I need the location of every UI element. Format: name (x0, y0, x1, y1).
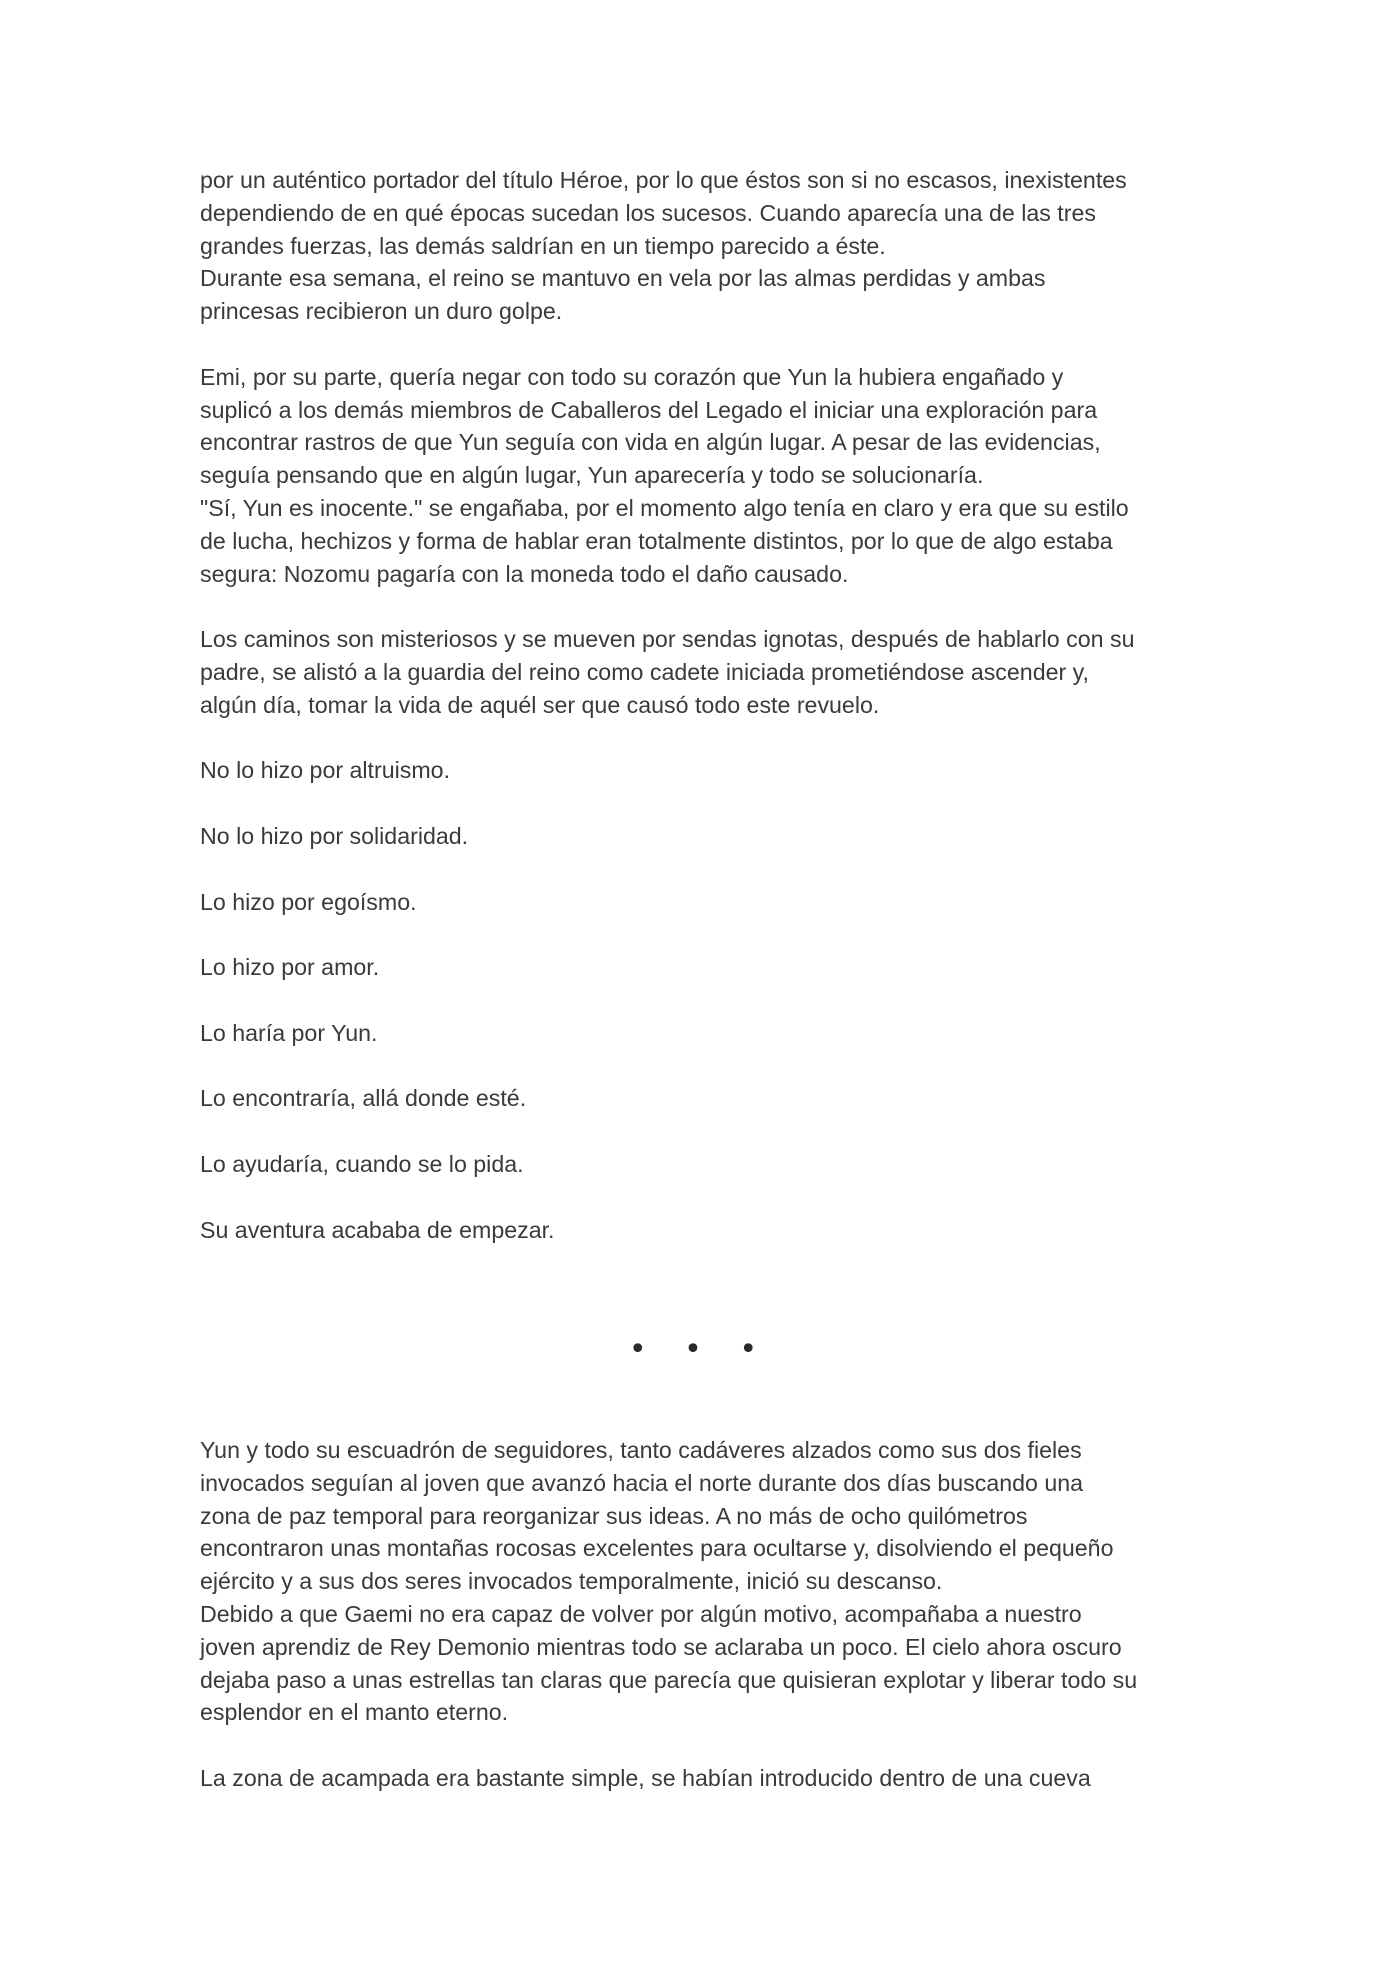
text-line: Los caminos son misteriosos y se mueven por sendas ignotas, después de hablarlo con su (200, 626, 1135, 653)
paragraph-5 (200, 1762, 1210, 1795)
document-page-section-2 (200, 1434, 1210, 1828)
text-line: Durante esa semana, el reino se mantuvo en vela por las almas perdidas y ambas (200, 265, 1046, 292)
text-line: La zona de acampada era bastante simple, se habían introducido dentro de una cueva (200, 1764, 1091, 1791)
text-line: dejaba paso a unas estrellas tan claras que parecía que quisieran explotar y liberar todo su (200, 1666, 1138, 1693)
text-line: por un auténtico portador del título Héroe, por lo que éstos son si no escasos, inexistentes (200, 167, 1127, 193)
short-line-1: No lo hizo por altruismo. (200, 757, 451, 784)
short-line-5: Lo haría por Yun. (200, 1019, 378, 1046)
short-line-6: Lo encontraría, allá donde esté. (200, 1085, 527, 1112)
document-page-section-1 (200, 164, 1210, 1279)
text-line: Debido a que Gaemi no era capaz de volver por algún motivo, acompañaba a nuestro (200, 1600, 1082, 1627)
text-line: encontrar rastros de que Yun seguía con vida en algún lugar. A pesar de las evidencias, (200, 429, 1101, 456)
text-line: invocados seguían al joven que avanzó hacia el norte durante dos días buscando una (200, 1469, 1084, 1496)
text-line: segura: Nozomu pagaría con la moneda todo el daño causado. (200, 560, 849, 587)
paragraph-2 (200, 361, 1210, 591)
short-line-8: Su aventura acababa de empezar. (200, 1216, 555, 1243)
paragraph-4 (200, 1434, 1210, 1729)
text-line: joven aprendiz de Rey Demonio mientras todo se aclaraba un poco. El cielo ahora oscuro (200, 1633, 1122, 1660)
text-line: Yun y todo su escuadrón de seguidores, tanto cadáveres alzados como sus dos fieles (200, 1437, 1082, 1463)
text-line: seguía pensando que en algún lugar, Yun aparecería y todo se solucionaría. (200, 462, 984, 489)
text-line: esplendor en el manto eterno. (200, 1699, 509, 1726)
short-line-7: Lo ayudaría, cuando se lo pida. (200, 1150, 524, 1177)
text-line: grandes fuerzas, las demás saldrían en un tiempo parecido a éste. (200, 232, 886, 259)
text-line: encontraron unas montañas rocosas excelentes para ocultarse y, disolviendo el pequeño (200, 1535, 1114, 1562)
text-line: algún día, tomar la vida de aquél ser que causó todo este revuelo. (200, 691, 880, 718)
text-line: de lucha, hechizos y forma de hablar eran totalmente distintos, por lo que de algo estaba (200, 527, 1113, 554)
short-line-4: Lo hizo por amor. (200, 954, 380, 981)
section-separator: • • • (628, 1332, 772, 1367)
text-line: ejército y a sus dos seres invocados temporalmente, inició su descanso. (200, 1568, 943, 1595)
text-line: padre, se alistó a la guardia del reino como cadete iniciada prometiéndose ascender y, (200, 658, 1089, 685)
text-line: princesas recibieron un duro golpe. (200, 298, 563, 325)
paragraph-1 (200, 164, 1210, 328)
text-line: "Sí, Yun es inocente." se engañaba, por el momento algo tenía en claro y era que su estilo (200, 494, 1129, 521)
text-line: suplicó a los demás miembros de Caballeros del Legado el iniciar una exploración para (200, 396, 1098, 423)
short-line-2: No lo hizo por solidaridad. (200, 822, 469, 849)
paragraph-3 (200, 623, 1210, 721)
text-line: zona de paz temporal para reorganizar sus ideas. A no más de ocho quilómetros (200, 1502, 1028, 1529)
text-line: Emi, por su parte, quería negar con todo su corazón que Yun la hubiera engañado y (200, 363, 1064, 390)
short-line-3: Lo hizo por egoísmo. (200, 888, 417, 915)
text-line: dependiendo de en qué épocas sucedan los sucesos. Cuando aparecía una de las tres (200, 199, 1096, 226)
